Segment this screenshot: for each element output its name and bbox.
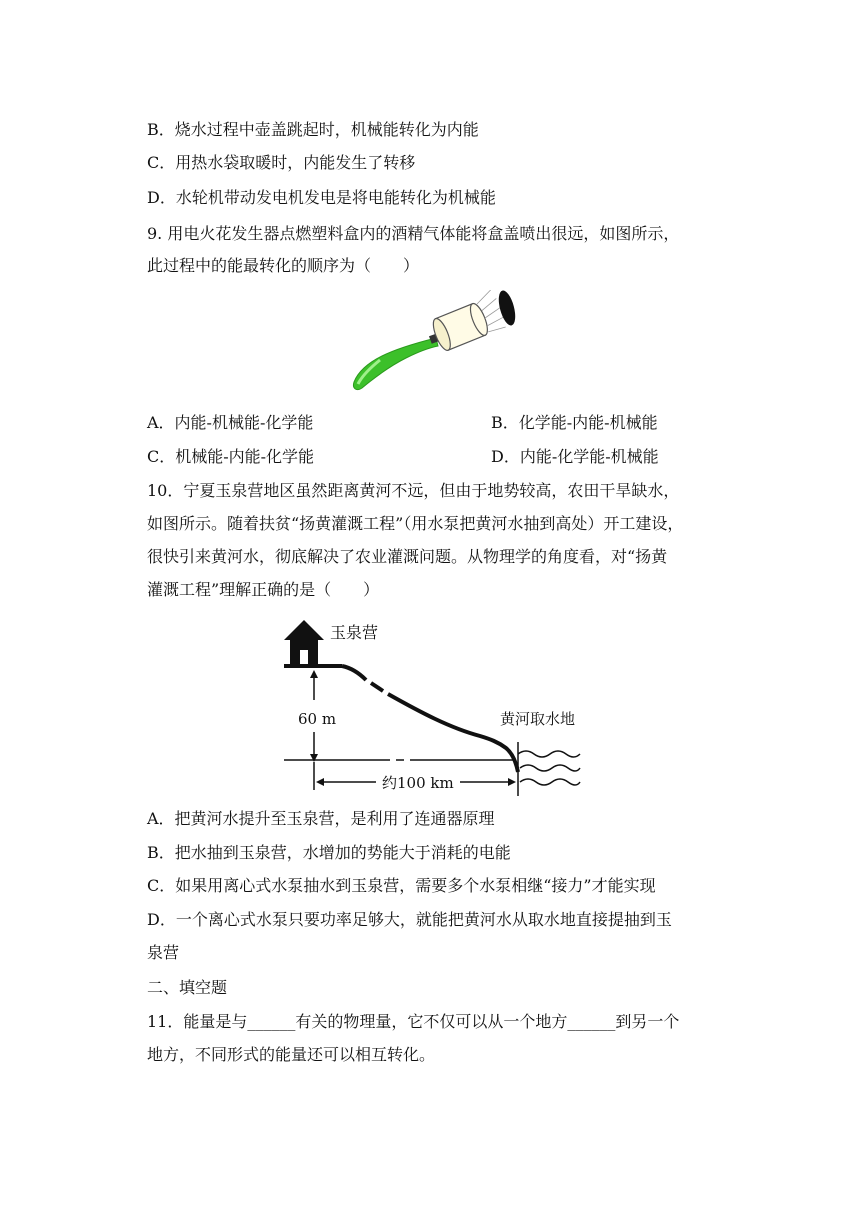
q11-line2: 地方，不同形式的能量还可以相互转化。 xyxy=(147,1045,436,1064)
q10-option-d-line2: 泉营 xyxy=(147,943,180,962)
q9-option-c: C．机械能-内能-化学能 xyxy=(147,447,315,466)
label-distance: 约100 km xyxy=(382,774,454,792)
q10-stem-line3: 很快引来黄河水，彻底解决了农业灌溉问题。从物理学的角度看，对“扬黄 xyxy=(147,547,668,566)
q10-stem-line1: 10．宁夏玉泉营地区虽然距离黄河不远，但由于地势较高，农田干旱缺水， xyxy=(147,481,680,500)
q10-option-c: C．如果用离心式水泵抽水到玉泉营，需要多个水泵相继“接力”才能实现 xyxy=(147,876,656,895)
q8-option-c: C．用热水袋取暖时，内能发生了转移 xyxy=(147,153,416,172)
q9-stem-line1: 9. 用电火花发生器点燃塑料盒内的酒精气体能将盒盖喷出很远，如图所示， xyxy=(147,224,680,243)
alcohol-box-explosion-figure xyxy=(350,290,525,396)
label-river-intake: 黄河取水地 xyxy=(500,710,576,728)
q10-option-a: A．把黄河水提升至玉泉营，是利用了连通器原理 xyxy=(147,809,495,828)
section-heading-fill-in: 二、填空题 xyxy=(147,978,228,997)
plastic-box-icon xyxy=(428,290,508,352)
q8-option-d: D．水轮机带动发电机发电是将电能转化为机械能 xyxy=(147,188,496,207)
label-height: 60 m xyxy=(298,710,337,728)
water-waves-icon xyxy=(518,751,580,785)
q10-option-b: B．把水抽到玉泉营，水增加的势能大于消耗的电能 xyxy=(147,843,511,862)
q10-stem-line4: 灌溉工程”理解正确的是（ ） xyxy=(147,580,380,599)
q9-option-d: D．内能-化学能-机械能 xyxy=(491,447,659,466)
q9-option-a: A．内能-机械能-化学能 xyxy=(147,413,314,432)
q10-stem-line2: 如图所示。随着扶贫“扬黄灌溉工程”（用水泵把黄河水抽到高处）开工建设， xyxy=(147,514,684,533)
q11-line1: 11．能量是与______有关的物理量，它不仅可以从一个地方______到另一个 xyxy=(147,1012,680,1031)
q10-option-d-line1: D．一个离心式水泵只要功率足够大，就能把黄河水从取水地直接提抽到玉 xyxy=(147,910,672,929)
label-yuquanying: 玉泉营 xyxy=(330,623,379,642)
q9-option-b: B．化学能-内能-机械能 xyxy=(491,413,658,432)
q8-option-b: B．烧水过程中壶盖跳起时，机械能转化为内能 xyxy=(147,120,479,139)
q9-stem-line2: 此过程中的能最转化的顺序为（ ） xyxy=(147,256,420,275)
house-icon xyxy=(284,620,324,666)
flame-jet xyxy=(353,338,438,390)
terrain-diagram xyxy=(280,612,590,796)
